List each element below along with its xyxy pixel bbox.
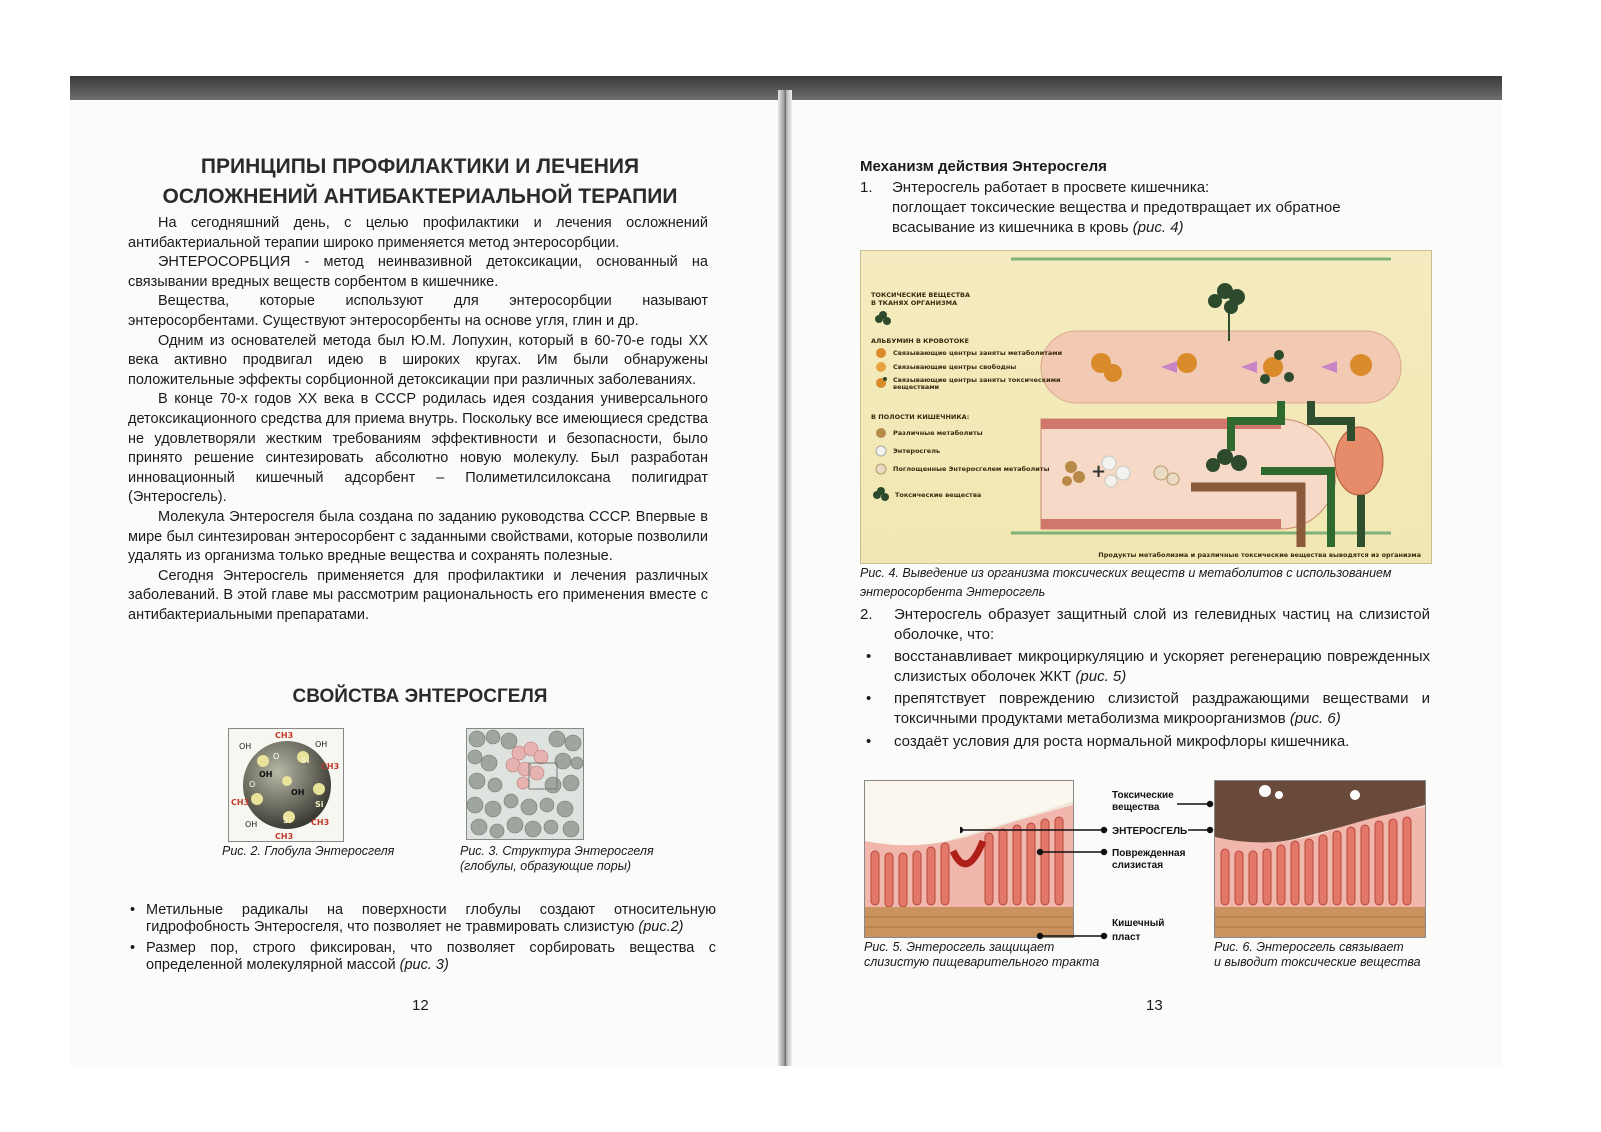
section-title: СВОЙСТВА ЭНТЕРОСГЕЛЯ (292, 686, 548, 707)
figure-5-caption (864, 940, 1124, 970)
legend-entry: веществами (893, 383, 940, 391)
legend-heading: В ТКАНЯХ ОРГАНИЗМА (871, 299, 958, 307)
o-label: O (249, 780, 256, 789)
mechanism-title: Механизм действия Энтеросгеля (860, 158, 1107, 175)
left-page (110, 100, 730, 1060)
paragraph: На сегодняшний день, с целью профилактики и лечения осложнений антибактериальной терапии широко применяется метод энтеросорбции. (128, 215, 708, 251)
detox-mechanism-diagram (861, 251, 1431, 563)
paragraph: Вещества, которые используют для энтеросорбции называют энтеросорбентами. Существуют энтеросорбенты на основе угля, глин и др. (128, 293, 708, 329)
label-enterosgel: ЭНТЕРОСГЕЛЬ (1112, 826, 1188, 837)
paragraph: Молекула Энтеросгеля была создана по заданию руководства СССР. Впервые в мире был синтезирован энтеросорбент с заданными свойствами, которые позволили удалять из организма только вредные вещества и сохранять полезные. (128, 508, 708, 565)
item-number: 1. (860, 179, 873, 196)
paragraph: Одним из основателей метода был Ю.М. Лопухин, который в 60-70-е годы XX века активно продвигал идею в широких кругах. Им были обнаружены положительные эффекты сорбционной детоксикации при различных заболеваниях. (128, 332, 708, 388)
detail-line-2: всасывание из кишечника в кровь (892, 218, 1133, 236)
title-line-1: ПРИНЦИПЫ ПРОФИЛАКТИКИ И ЛЕЧЕНИЯ (200, 155, 640, 178)
label-damaged: Поврежденная (1112, 848, 1186, 859)
figure-ref: (рис. 3) (399, 957, 449, 973)
paragraph: В конце 70-х годов XX века в СССР родилась идея создания универсального детоксикационного средства для приема внутрь. Поскольку все имеющиеся средства не удовлетворяли жестким требованиям эффективности и безопасности, было принято решение синтезировать абсолютно новую молекулу. Был разработан инновационный кишечный адсорбент – Полиметилсилоксана полигидрат (Энтеросгель). (128, 391, 708, 506)
label-damaged: слизистая (1112, 860, 1164, 871)
pore-structure-image (467, 729, 583, 839)
bullet-text: создаёт условия для роста нормальной микрофлоры кишечника. (894, 732, 1350, 750)
legend-entry: Поглощенные Энтеросгелем метаболиты (893, 465, 1050, 473)
page-number: 12 (412, 997, 429, 1014)
figure-ref: (рис.2) (638, 919, 684, 935)
detail-line-1: поглощает токсические вещества и предотвращает их обратное (892, 199, 1341, 216)
list-item (128, 940, 716, 974)
oh-label: OH (315, 740, 328, 749)
figure-5-6-labels (960, 780, 1220, 950)
book-gutter (778, 90, 792, 1066)
oh-label: OH (259, 770, 273, 779)
list-item (128, 902, 716, 936)
bullet-text: препятствует повреждению слизистой раздражающими веществами и токсичными продуктами метаболизма микроорганизмов (894, 690, 1430, 727)
oh-label: OH (239, 742, 252, 751)
label-layer: Кишечный (1112, 918, 1165, 929)
bullet-text: Размер пор, строго фиксирован, что позволяет сорбировать вещества с определенной молекулярной массой (146, 940, 716, 973)
legend-heading: ТОКСИЧЕСКИЕ ВЕЩЕСТВА (871, 291, 971, 299)
bullet-text: Метильные радикалы на поверхности глобулы создают относительную гидрофобность Энтеросгеля, что позволяет не травмировать слизистую (146, 902, 716, 935)
list-item (860, 689, 1430, 728)
list-item (860, 732, 1430, 752)
figure-3-structure (466, 728, 584, 840)
bullet-text: восстанавливает микроциркуляцию и ускоряет регенерацию поврежденных слизистых оболочек ЖКТ (894, 648, 1430, 685)
title-line-2: ОСЛОЖНЕНИЙ АНТИБАКТЕРИАЛЬНОЙ ТЕРАПИИ (162, 185, 678, 208)
properties-list (128, 902, 716, 978)
paragraph: Сегодня Энтеросгель применяется для профилактики и лечения различных заболеваний. В этой главе мы рассмотрим рациональность его применения вместе с антибактериальными препаратами. (128, 567, 708, 623)
legend-entry: Связывающие центры заняты токсическими (893, 376, 1061, 384)
legend-heading: В ПОЛОСТИ КИШЕЧНИКА: (871, 413, 970, 421)
figure-2-caption: Рис. 2. Глобула Энтеросгеля (222, 844, 395, 858)
figure-5-caption-line-1: Рис. 5. Энтеросгель защищает (864, 940, 1055, 954)
legend-entry: Связывающие центры свободны (893, 363, 1017, 371)
ch3-label: CH3 (311, 818, 330, 827)
figure-3-caption-line-2: (глобулы, образующие поры) (460, 859, 632, 873)
svg-text:+: + (1091, 461, 1107, 482)
ch3-label: CH3 (275, 832, 294, 841)
figure-3-caption-line-1: Рис. 3. Структура Энтеросгеля (460, 844, 654, 858)
item-text: Энтеросгель образует защитный слой из гелевидных частиц на слизистой оболочке, что: (894, 606, 1430, 643)
diagram-footer: Продукты метаболизма и различные токсические вещества выводятся из организма (1098, 551, 1421, 559)
legend-entry: Связывающие центры заняты метаболитами (893, 349, 1063, 357)
legend-heading: АЛЬБУМИН В КРОВОТОКЕ (871, 337, 969, 345)
legend-entry: Токсические вещества (895, 491, 982, 499)
figure-ref: (рис. 5) (1075, 667, 1127, 685)
si-label: Si (301, 756, 310, 765)
figure-6-caption-line-1: Рис. 6. Энтеросгель связывает (1214, 940, 1404, 954)
right-page (860, 100, 1446, 1060)
label-layer: пласт (1112, 932, 1141, 943)
figure-3-caption (460, 844, 700, 874)
paragraph: ЭНТЕРОСОРБЦИЯ - метод неинвазивной детоксикации, основанный на связывании вредных веществ сорбентом в кишечнике. (128, 254, 708, 290)
legend-entry: Энтеросгель (893, 447, 941, 455)
mechanism-list (860, 605, 1430, 754)
toxin-binding-image (1215, 781, 1425, 937)
ch3-label: CH3 (275, 731, 294, 740)
figure-6-image (1214, 780, 1426, 938)
oh-label: OH (245, 820, 258, 829)
label-toxic: Токсические (1112, 790, 1174, 801)
page-title (110, 152, 730, 212)
ch3-label: CH3 (321, 762, 340, 771)
o-label: O (273, 752, 280, 761)
figure-ref: (рис. 6) (1289, 709, 1341, 727)
page-number: 13 (1146, 997, 1163, 1014)
label-toxic: вещества (1112, 802, 1160, 813)
figure-6-caption (1214, 940, 1444, 970)
list-item (860, 647, 1430, 686)
oh-label: OH (291, 788, 305, 797)
list-item (860, 605, 1430, 644)
si-label: Si (283, 816, 292, 825)
item-1-detail (892, 198, 1440, 237)
figure-6-caption-line-2: и выводит токсические вещества (1214, 955, 1421, 969)
globule-image (229, 729, 343, 841)
figure-2-globule (228, 728, 344, 842)
figure-4-caption-line-2: энтеросорбента Энтеросгель (860, 585, 1046, 599)
figure-4-caption (860, 564, 1440, 602)
si-label: Si (315, 800, 324, 809)
item-text: Энтеросгель работает в просвете кишечника: (892, 179, 1210, 196)
figure-5-caption-line-2: слизистую пищеварительного тракта (864, 955, 1100, 969)
intro-text (128, 214, 708, 625)
figure-4-caption-line-1: Рис. 4. Выведение из организма токсических веществ и метаболитов с использованием (860, 566, 1392, 580)
legend-entry: Различные метаболиты (893, 429, 983, 437)
figure-4-diagram (860, 250, 1432, 564)
figure-ref: (рис. 4) (1132, 218, 1184, 236)
ch3-label: CH3 (231, 798, 250, 807)
